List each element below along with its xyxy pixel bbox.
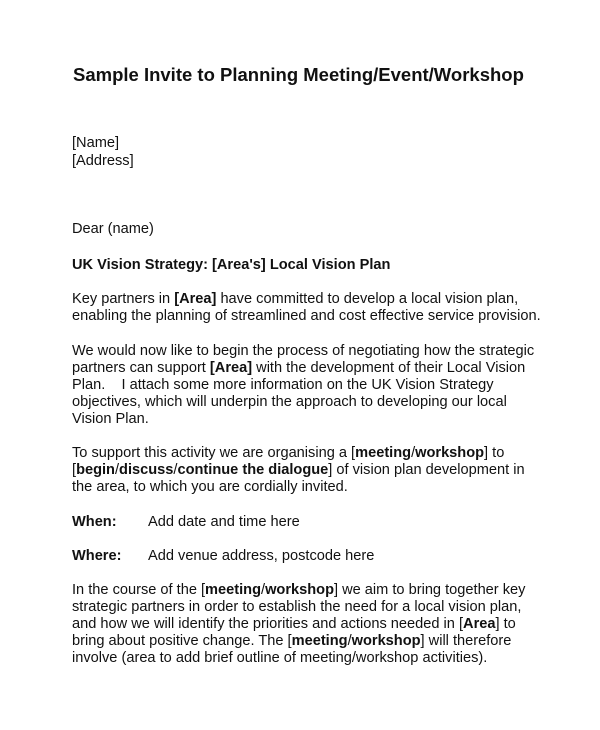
paragraph-4-line-2: strategic partners in order to establish the need for a local vision plan, (72, 599, 522, 615)
paragraph-4-line-1: In the course of the [meeting/workshop] we aim to bring together key (72, 582, 526, 598)
where-label: Where: (72, 548, 122, 564)
document-title: Sample Invite to Planning Meeting/Event/Workshop (73, 64, 524, 85)
paragraph-4 (72, 582, 525, 667)
recipient-name: [Name] (72, 135, 120, 151)
paragraph-3 (72, 445, 525, 496)
salutation: Dear (name) (72, 221, 154, 237)
subject-line: UK Vision Strategy: [Area's] Local Vision Plan (72, 257, 391, 273)
paragraph-4-line-5: involve (area to add brief outline of meeting/workshop activities). (72, 650, 488, 666)
paragraph-4-line-3: and how we will identify the priorities and actions needed in [Area] to (72, 616, 516, 632)
paragraph-3-line-2: [begin/discuss/continue the dialogue] of vision plan development in (72, 462, 525, 478)
paragraph-4-line-4: bring about positive change. The [meeting/workshop] will therefore (72, 633, 512, 649)
paragraph-2 (72, 343, 534, 428)
paragraph-1-line-1: Key partners in [Area] have committed to develop a local vision plan, (72, 291, 519, 307)
paragraph-1 (72, 291, 541, 325)
paragraph-2-line-3: Plan. I attach some more information on the UK Vision Strategy (72, 377, 494, 393)
paragraph-3-line-1: To support this activity we are organising a [meeting/workshop] to (72, 445, 505, 461)
paragraph-2-line-4: objectives, which will underpin the approach to developing our local (72, 394, 507, 410)
paragraph-2-line-5: Vision Plan. (72, 411, 149, 427)
paragraph-2-line-2: partners can support [Area] with the development of their Local Vision (72, 360, 526, 376)
paragraph-3-line-3: the area, to which you are cordially invited. (72, 479, 348, 495)
when-label: When: (72, 514, 117, 530)
paragraph-2-line-1: We would now like to begin the process of negotiating how the strategic (72, 343, 535, 359)
recipient-address: [Address] (72, 153, 134, 169)
paragraph-1-line-2: enabling the planning of streamlined and cost effective service provision. (72, 308, 541, 324)
where-value: Add venue address, postcode here (148, 548, 375, 564)
when-value: Add date and time here (148, 514, 300, 530)
